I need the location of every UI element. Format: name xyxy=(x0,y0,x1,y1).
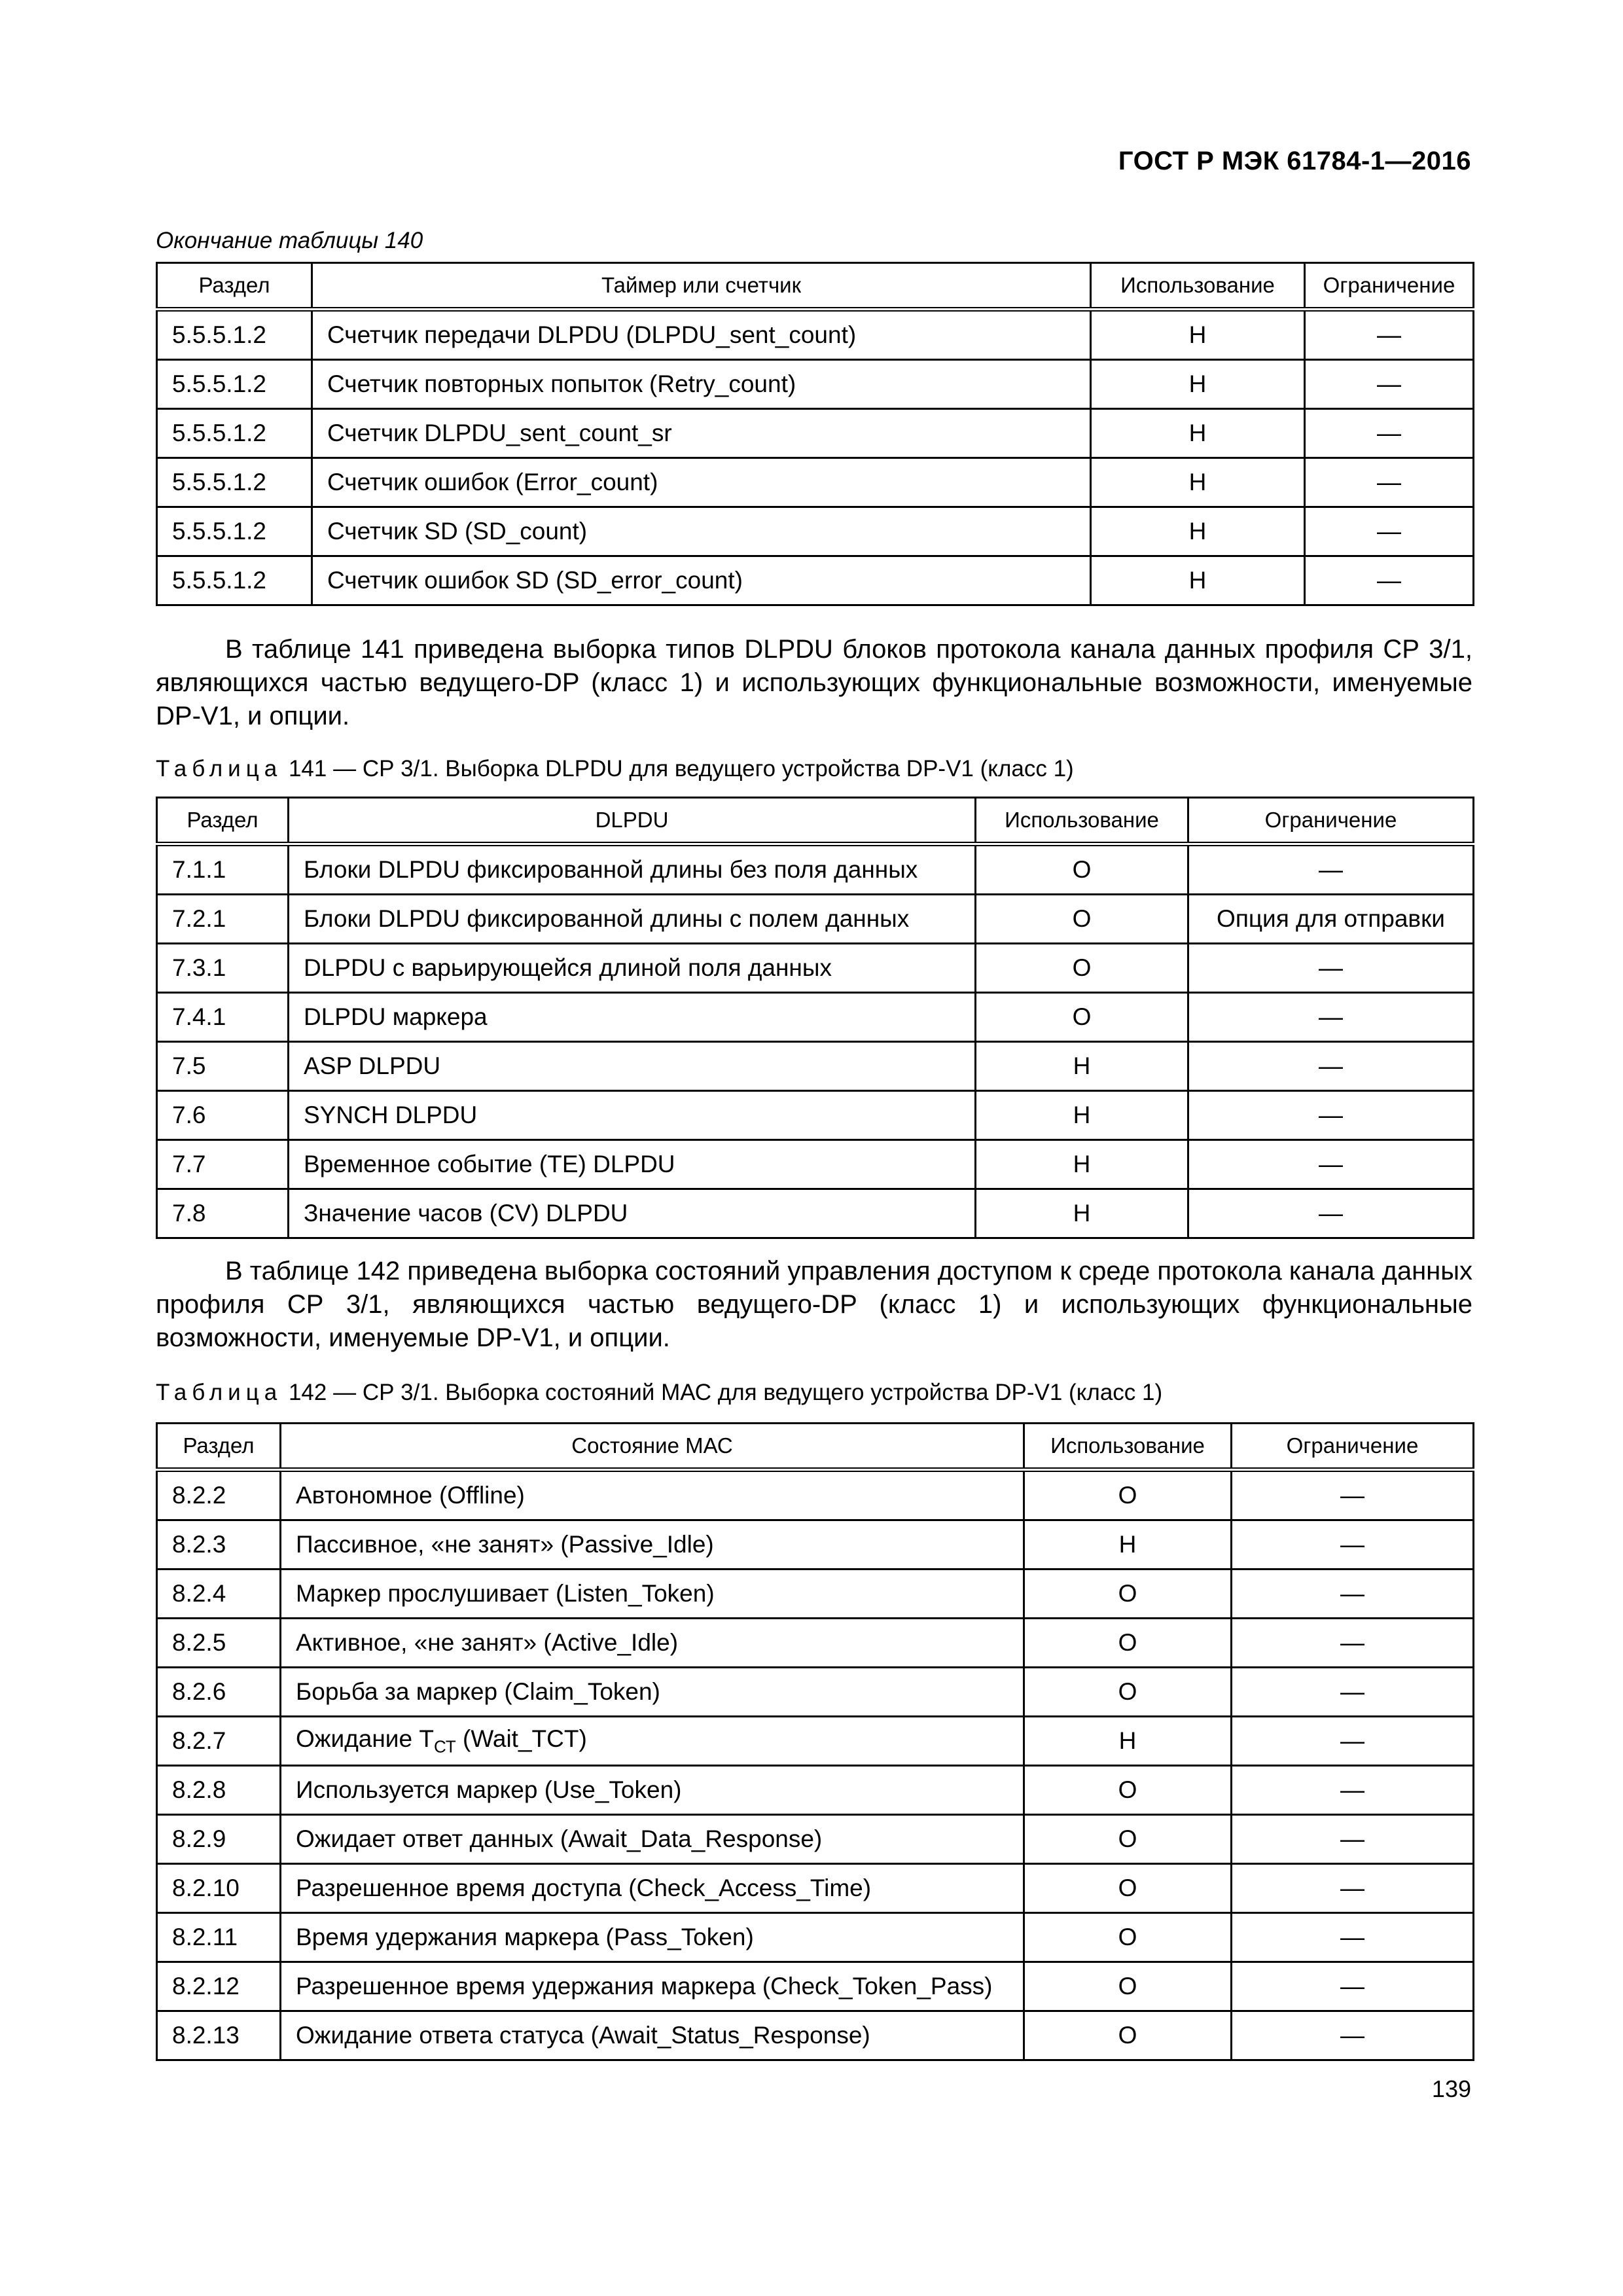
cell-limit: — xyxy=(1232,1864,1474,1913)
cell-section: 7.2.1 xyxy=(157,895,289,944)
standard-designation: ГОСТ Р МЭК 61784-1—2016 xyxy=(1118,147,1471,175)
cell-usage: О xyxy=(976,844,1188,895)
table-row xyxy=(157,1570,1474,1619)
cell-name: Разрешенное время доступа (Check_Access_Time) xyxy=(281,1864,1024,1913)
cell-name: Активное, «не занят» (Active_Idle) xyxy=(281,1619,1024,1668)
cell-usage: Н xyxy=(976,1091,1188,1140)
cell-name: Блоки DLPDU фиксированной длины без поля данных xyxy=(289,844,976,895)
cell-usage: О xyxy=(1024,1913,1232,1962)
col-header-limit: Ограничение xyxy=(1232,1424,1474,1470)
table-row xyxy=(157,1962,1474,2011)
table-row xyxy=(157,1815,1474,1864)
cell-section: 8.2.7 xyxy=(157,1717,281,1766)
cell-name: Счетчик ошибок SD (SD_error_count) xyxy=(312,556,1091,605)
cell-limit: — xyxy=(1232,1717,1474,1766)
cell-usage: Н xyxy=(976,1189,1188,1238)
cell-limit: — xyxy=(1232,1668,1474,1717)
table-row xyxy=(157,1520,1474,1570)
tct-suffix: (Wait_TCT) xyxy=(455,1725,587,1752)
cell-section: 8.2.2 xyxy=(157,1470,281,1520)
table140-caption: Окончание таблицы 140 xyxy=(156,228,423,253)
cell-section: 5.5.5.1.2 xyxy=(157,360,312,409)
cell-usage: О xyxy=(1024,1570,1232,1619)
cell-name: Счетчик повторных попыток (Retry_count) xyxy=(312,360,1091,409)
cell-limit: — xyxy=(1305,310,1474,360)
cell-name: Маркер прослушивает (Listen_Token) xyxy=(281,1570,1024,1619)
table-row xyxy=(157,1668,1474,1717)
table142-caption: Таблица 142 — СР 3/1. Выборка состояний МАС для ведущего устройства DP-V1 (класс 1) xyxy=(156,1380,1163,1405)
cell-section: 8.2.3 xyxy=(157,1520,281,1570)
tct-symbol: Т xyxy=(412,1725,434,1752)
table-row xyxy=(157,1091,1474,1140)
table-row xyxy=(157,1913,1474,1962)
table-row xyxy=(157,993,1474,1042)
cell-name: Блоки DLPDU фиксированной длины с полем данных xyxy=(289,895,976,944)
cell-limit: — xyxy=(1188,944,1474,993)
table-141 xyxy=(156,797,1474,1239)
cell-usage: О xyxy=(1024,2011,1232,2060)
cell-usage: Н xyxy=(1091,507,1305,556)
table-row xyxy=(157,1140,1474,1189)
table-row xyxy=(157,310,1474,360)
cell-section: 5.5.5.1.2 xyxy=(157,310,312,360)
table-row xyxy=(157,895,1474,944)
cell-name: Счетчик SD (SD_count) xyxy=(312,507,1091,556)
cell-section: 8.2.12 xyxy=(157,1962,281,2011)
col-header-section: Раздел xyxy=(157,1424,281,1470)
table141-caption: Таблица 141 — СР 3/1. Выборка DLPDU для ведущего устройства DP-V1 (класс 1) xyxy=(156,756,1074,781)
cell-section: 8.2.4 xyxy=(157,1570,281,1619)
cell-usage: О xyxy=(976,895,1188,944)
cell-limit: — xyxy=(1305,409,1474,458)
cell-limit: — xyxy=(1188,1042,1474,1091)
cell-limit: — xyxy=(1188,993,1474,1042)
cell-limit: — xyxy=(1232,2011,1474,2060)
col-header-dlpdu: DLPDU xyxy=(289,798,976,844)
tct-subscript: СТ xyxy=(433,1736,456,1757)
cell-usage: О xyxy=(1024,1766,1232,1815)
cell-usage: О xyxy=(976,993,1188,1042)
cell-limit: — xyxy=(1232,1913,1474,1962)
paragraph-table141-intro: В таблице 141 приведена выборка типов DLPDU блоков протокола канала данных профиля СР 3/1, являющихся частью ведущего-DP (класс 1) и использующих функциональные возможности, именуемые DP-V1, и опции. xyxy=(156,635,1472,730)
table-row xyxy=(157,1042,1474,1091)
table-header-row xyxy=(157,798,1474,844)
cell-name: DLPDU маркера xyxy=(289,993,976,1042)
cell-limit: — xyxy=(1232,1619,1474,1668)
cell-section: 7.3.1 xyxy=(157,944,289,993)
cell-limit: — xyxy=(1188,844,1474,895)
cell-name: DLPDU с варьирующейся длиной поля данных xyxy=(289,944,976,993)
cell-limit: — xyxy=(1188,1091,1474,1140)
cell-name: Счетчик DLPDU_sent_count_sr xyxy=(312,409,1091,458)
table-row xyxy=(157,2011,1474,2060)
cell-usage: Н xyxy=(1024,1717,1232,1766)
table-row xyxy=(157,1717,1474,1766)
cell-limit: Опция для отправки xyxy=(1188,895,1474,944)
table-row xyxy=(157,360,1474,409)
cell-usage: О xyxy=(1024,1668,1232,1717)
col-header-limit: Ограничение xyxy=(1188,798,1474,844)
cell-name: Автономное (Offline) xyxy=(281,1470,1024,1520)
cell-section: 8.2.9 xyxy=(157,1815,281,1864)
cell-section: 7.4.1 xyxy=(157,993,289,1042)
cell-limit: — xyxy=(1305,556,1474,605)
table-row xyxy=(157,1619,1474,1668)
cell-usage: О xyxy=(1024,1470,1232,1520)
cell-section: 8.2.10 xyxy=(157,1864,281,1913)
cell-limit: — xyxy=(1232,1570,1474,1619)
col-header-usage: Использование xyxy=(976,798,1188,844)
cell-limit: — xyxy=(1232,1962,1474,2011)
cell-limit: — xyxy=(1305,507,1474,556)
cell-usage: О xyxy=(1024,1815,1232,1864)
cell-name: Ожидание ответа статуса (Await_Status_Response) xyxy=(281,2011,1024,2060)
cell-name: ASP DLPDU xyxy=(289,1042,976,1091)
table-row xyxy=(157,1189,1474,1238)
col-header-section: Раздел xyxy=(157,798,289,844)
col-header-usage: Использование xyxy=(1024,1424,1232,1470)
cell-section: 7.8 xyxy=(157,1189,289,1238)
table-140 xyxy=(156,262,1474,606)
cell-name: Счетчик передачи DLPDU (DLPDU_sent_count) xyxy=(312,310,1091,360)
table-row xyxy=(157,944,1474,993)
table-row xyxy=(157,1766,1474,1815)
cell-usage: О xyxy=(1024,1864,1232,1913)
cell-section: 5.5.5.1.2 xyxy=(157,507,312,556)
table-row xyxy=(157,409,1474,458)
cell-usage: Н xyxy=(1091,409,1305,458)
table-header-row xyxy=(157,1424,1474,1470)
table-row xyxy=(157,1864,1474,1913)
cell-usage: Н xyxy=(976,1140,1188,1189)
cell-name: Пассивное, «не занят» (Passive_Idle) xyxy=(281,1520,1024,1570)
cell-name: Ожидание $Т_{СТ}$ (Wait_TCT) xyxy=(281,1717,1024,1766)
table-row xyxy=(157,556,1474,605)
cell-section: 7.6 xyxy=(157,1091,289,1140)
cell-limit: — xyxy=(1305,360,1474,409)
table-row xyxy=(157,1470,1474,1520)
cell-usage: О xyxy=(1024,1962,1232,2011)
table-row xyxy=(157,458,1474,507)
table-row xyxy=(157,507,1474,556)
cell-section: 5.5.5.1.2 xyxy=(157,556,312,605)
cell-name: Счетчик ошибок (Error_count) xyxy=(312,458,1091,507)
cell-section: 7.7 xyxy=(157,1140,289,1189)
cell-limit: — xyxy=(1232,1815,1474,1864)
cell-name: Используется маркер (Use_Token) xyxy=(281,1766,1024,1815)
cell-limit: — xyxy=(1188,1189,1474,1238)
cell-usage: Н xyxy=(1091,556,1305,605)
cell-usage: Н xyxy=(1091,360,1305,409)
cell-section: 5.5.5.1.2 xyxy=(157,409,312,458)
table-row xyxy=(157,844,1474,895)
cell-section: 8.2.5 xyxy=(157,1619,281,1668)
cell-limit: — xyxy=(1232,1470,1474,1520)
cell-usage: Н xyxy=(1091,458,1305,507)
cell-usage: О xyxy=(976,944,1188,993)
col-header-limit: Ограничение xyxy=(1305,263,1474,310)
cell-section: 8.2.6 xyxy=(157,1668,281,1717)
cell-name: Время удержания маркера (Pass_Token) xyxy=(281,1913,1024,1962)
cell-section: 8.2.13 xyxy=(157,2011,281,2060)
cell-section: 5.5.5.1.2 xyxy=(157,458,312,507)
cell-usage: Н xyxy=(976,1042,1188,1091)
cell-name: Борьба за маркер (Claim_Token) xyxy=(281,1668,1024,1717)
paragraph-table142-intro: В таблице 142 приведена выборка состояний управления доступом к среде протокола канала данных профиля СР 3/1, являющихся частью ведущего-DP (класс 1) и использующих функциональные возможности, именуемые DP-V1, и опции. xyxy=(156,1257,1472,1352)
cell-limit: — xyxy=(1305,458,1474,507)
col-header-mac-state: Состояние МАС xyxy=(281,1424,1024,1470)
cell-name: Разрешенное время удержания маркера (Check_Token_Pass) xyxy=(281,1962,1024,2011)
cell-usage: О xyxy=(1024,1619,1232,1668)
cell-usage: Н xyxy=(1091,310,1305,360)
cell-section: 8.2.8 xyxy=(157,1766,281,1815)
cell-name: SYNCH DLPDU xyxy=(289,1091,976,1140)
table-142 xyxy=(156,1422,1474,2061)
col-header-timer: Таймер или счетчик xyxy=(312,263,1091,310)
table-header-row xyxy=(157,263,1474,310)
cell-name: Временное событие (ТЕ) DLPDU xyxy=(289,1140,976,1189)
col-header-usage: Использование xyxy=(1091,263,1305,310)
col-header-section: Раздел xyxy=(157,263,312,310)
cell-section: 8.2.11 xyxy=(157,1913,281,1962)
cell-limit: — xyxy=(1232,1766,1474,1815)
cell-name: Значение часов (CV) DLPDU xyxy=(289,1189,976,1238)
cell-usage: Н xyxy=(1024,1520,1232,1570)
cell-limit: — xyxy=(1232,1520,1474,1570)
page-number: 139 xyxy=(1431,2075,1471,2102)
cell-section: 7.5 xyxy=(157,1042,289,1091)
cell-name: Ожидает ответ данных (Await_Data_Response) xyxy=(281,1815,1024,1864)
cell-limit: — xyxy=(1188,1140,1474,1189)
cell-section: 7.1.1 xyxy=(157,844,289,895)
